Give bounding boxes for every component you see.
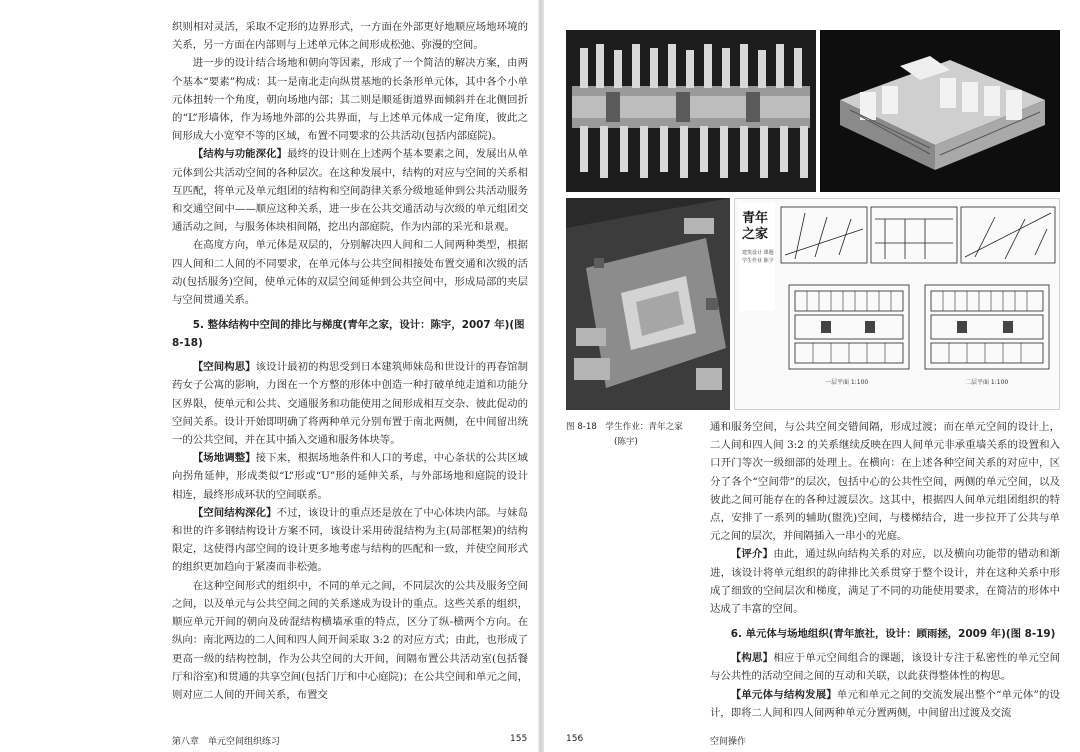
paragraph-lead: 【场地调整】 (192, 452, 256, 465)
footer-chapter: 第八章 单元空间组织练习 (172, 737, 281, 747)
design-poster (734, 198, 1060, 410)
model-photo-top (566, 30, 816, 192)
right-page (544, 0, 1080, 752)
paragraph (172, 358, 528, 449)
paragraph (172, 145, 528, 236)
site-model-photo (566, 198, 730, 410)
paragraph (710, 686, 1060, 722)
paragraph-text: 由此，通过纵向结构关系的对应，以及横向功能带的错动和渐进，该设计将单元组织的韵律排比关系贯穿于整个设计，并在这种关系中形成了细致的空间层次和梯度，满足了不同的功能使用要求，在简洁的形体中达成了丰富的空间。 (710, 548, 1061, 616)
caption-author: (陈宇) (614, 437, 638, 447)
right-page-text (710, 418, 1060, 722)
paragraph-lead: 【评介】 (730, 548, 774, 561)
paragraph: 通和服务空间，与公共空间交错间隔，形成过渡；而在单元空间的设计上，二人间和四人间 3:2 的关系继续反映在四人间单元非承重墙关系的设置和入口开门等次一级细部的处理上。在横向：在上述各种空间关系的对应中，区分了各个“空间带”的层次，包括中心的公共性空间，两侧的单元空间，以及彼此之间可能存在的各种过渡层次。这其中，根据四人间单元组团组织的特点，安排了一系列的辅助(盥洗)空间，与楼梯结合，进一步拉开了公共与单元之间的层次，并间隔插入一串小的光庭。 (710, 421, 1060, 543)
paragraph-lead: 【空间构思】 (192, 361, 256, 374)
paragraph: 在这种空间形式的组织中，不同的单元之间，不同层次的公共及服务空间之间，以及单元与公共空间之间的关系遂成为设计的重点。这些关系的组织，顺应单元开间的朝向及砖混结构横墙承重的特点，区分了纵-横两个方向。在纵向：南北两边的二人间和四人间开间采取 3:2 的对应方式；由此，也形成了更高一级的结构控制，作为公共空间的大开间，间隔布置公共活动室(包括餐厅和浴室)和贯通的共享空间(包括门厅和中心庭院)；在公共空间和单元之间，则对应二人间的开间关系，布置交 (172, 579, 528, 701)
paragraph: 织则相对灵活，采取不定形的边界形式，一方面在外部更好地顺应场地环境的关系，另一方面在内部则与上述单元体之间形成松弛、弥漫的空间。 (172, 21, 528, 52)
paragraph-lead: 【构思】 (730, 652, 774, 665)
paragraph-text: 不过，该设计的重点还是放在了中心体块内部。与妹岛和世的许多钢结构设计方案不同，该设计采用砖混结构为主(局部框架)的结构限定，这使得内部空间的设计更多地考虑与结构的匹配和一致，并使空间形式的组织更加趋向于紧凑而非松弛。 (172, 506, 529, 574)
left-page (0, 0, 538, 752)
paragraph: 在高度方向，单元体是双层的，分别解决四人间和二人间两种类型，根据四人间和二人间的不同要求，在单元体与公共空间相接处布置交通和次级的活动(包括服务)空间，使单元体的双层空间延伸到公共空间中，形成局部的夹层与空间贯通关系。 (172, 239, 528, 307)
paragraph: 进一步的设计结合场地和朝向等因素，形成了一个简洁的解决方案，由两个基本“要素”构成：其一是南北走向纵贯基地的长条形单元体，其中各个小单元体扭转一个角度，朝向场地内部；其二则是顺延街道界面倾斜并在北侧回折的“L”形墙体，作为场地外部的公共界面，与上述单元体成一定角度，彼此之间形成大小宽窄不等的区域，布置不同要求的公共活动(包括内部庭院)。 (172, 57, 528, 143)
paragraph-text: 最终的设计则在上述两个基本要素之间，发展出从单元体到公共活动空间的各种层次。在这种发展中，结构的对应与空间的关系相互匹配，将单元及单元组团的结构和空间韵律关系分级地延伸到公共活动服务和交通空间中——顺应这种关系，进一步在公共交通活动与次级的单元组团交通活动之间，与服务体块相间隔，挖出内部庭院，作为内部的采光和景观。 (172, 148, 529, 234)
paragraph-text: 单元和单元之间的交流发展出整个“单元体”的设计，即将二人间和四人间两种单元分置两侧，中间留出过渡及交流 (710, 688, 1061, 719)
paragraph (710, 545, 1060, 618)
section-heading: 5. 整体结构中空间的排比与梯度(青年之家，设计：陈宇，2007 年)(图 8-18) (172, 319, 525, 350)
paragraph (172, 449, 528, 504)
paragraph (172, 504, 528, 577)
figure-caption (566, 420, 706, 450)
poster-title: 青年之家 (742, 211, 769, 242)
plan-label-first-floor: 一层平面 1:100 (825, 379, 869, 386)
paragraph (710, 649, 1060, 685)
paragraph-lead: 【单元体与结构发展】 (730, 688, 837, 701)
section-heading: 6. 单元体与场地组织(青年旅社，设计：顾雨拯，2009 年)(图 8-19) (730, 628, 1056, 641)
footer-chapter: 空间操作 (710, 737, 747, 747)
plan-label-second-floor: 二层平面 1:100 (965, 379, 1009, 386)
paragraph-lead: 【空间结构深化】 (192, 506, 277, 519)
model-photo-axonometric (820, 30, 1060, 192)
poster-author: 学生作业 陈宇 (742, 258, 774, 264)
paragraph-lead: 【结构与功能深化】 (192, 148, 288, 161)
footer-page-number: 156 (566, 734, 584, 744)
paragraph-text: 该设计最初的构思受到日本建筑师妹岛和世设计的再春馆制药女子公寓的影响，力图在一个方整的形体中创造一种打破单纯走道和功能分区界限，使单元和公共、交通服务和功能使用之间形成相互交杂、彼此促动的空间关系。设计开始即明确了将两种单元分别布置于南北两侧，在中间留出统一的公共空间，并在其中插入交通和服务体块等。 (172, 361, 529, 447)
paragraph-text: 相应于单元空间组合的课题，该设计专注于私密性的单元空间与公共性的活动空间之间的互动和关联，以此获得整体性的构思。 (710, 652, 1061, 683)
left-page-text (172, 18, 528, 704)
footer-page-number: 155 (510, 734, 528, 744)
paragraph-text: 接下来，根据场地条件和人口的考虑，中心条状的公共区域向拐角延伸，形成类似“L”形或“U”形的延伸关系，与外部场地和庭院的设计相连，最终形成环状的空间联系。 (172, 452, 529, 501)
poster-subtitle: 建筑设计 课题 (742, 250, 774, 256)
caption-label: 图 8-18 学生作业：青年之家 (566, 422, 683, 432)
